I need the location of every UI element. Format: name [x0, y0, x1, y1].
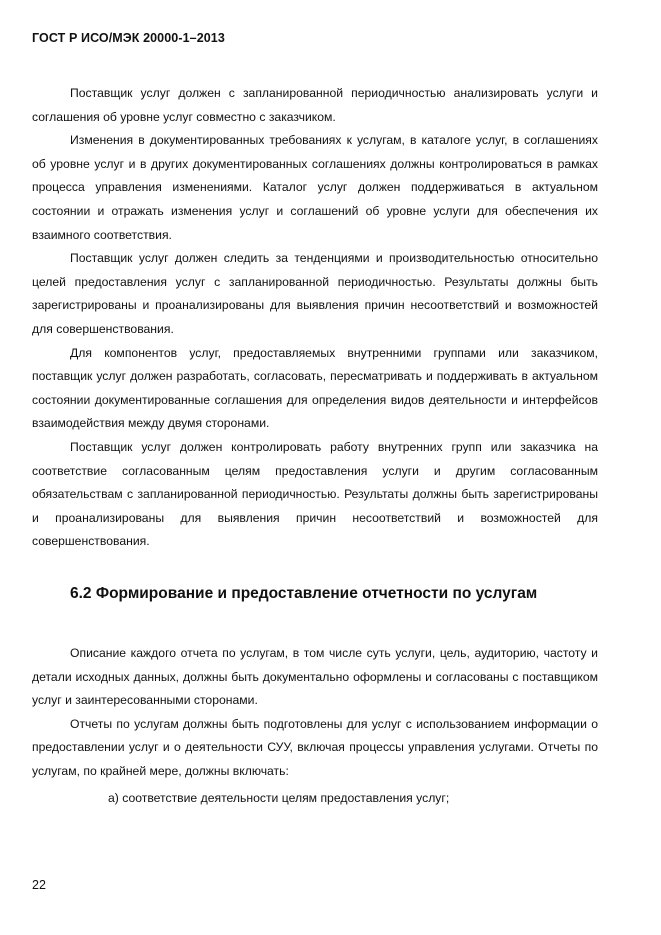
- page-number: 22: [32, 878, 46, 892]
- paragraph: Описание каждого отчета по услугам, в том числе суть услуги, цель, аудиторию, частоту и детали исходных данных, должны быть документально оформлены и согласованы с поставщиком услуг и заинтересованными сторонами.: [32, 646, 598, 708]
- document-header: ГОСТ Р ИСО/МЭК 20000-1–2013: [32, 31, 225, 45]
- section-heading: 6.2 Формирование и предоставление отчетности по услугам: [70, 585, 538, 602]
- section-body-text: [32, 642, 598, 784]
- paragraph: Изменения в документированных требованиях к услугам, в каталоге услуг, в соглашениях об уровне услуг и в других документированных соглашениях должны контролироваться в рамках процесса управления изменениями. Каталог услуг должен поддерживаться в актуальном состоянии и отражать изменения услуг и соглашений об уровне услуги для обеспечения их взаимного соответствия.: [32, 133, 598, 242]
- paragraph: Поставщик услуг должен контролировать работу внутренних групп или заказчика на соответствие согласованным целям предоставления услуги и другим согласованным обязательствам с запланированной периодичностью. Результаты должны быть зарегистрированы и проанализированы для выявления причин несоответствий и возможностей для совершенствования.: [32, 439, 598, 549]
- body-text: [32, 82, 598, 554]
- paragraph: Отчеты по услугам должны быть подготовлены для услуг с использованием информации о предоставлении услуг и о деятельности СУУ, включая процессы управления услугами. Отчеты по услугам, по крайней мере, должны включать:: [32, 716, 598, 778]
- paragraph: Для компонентов услуг, предоставляемых внутренними группами или заказчиком, поставщик услуг должен разработать, согласовать, пересматривать и поддерживать в актуальном состоянии документированные соглашения для определения видов деятельности и интерфейсов взаимодействия между двумя сторонами.: [32, 345, 598, 431]
- paragraph: Поставщик услуг должен следить за тенденциями и производительностью относительно целей предоставления услуг с запланированной периодичностью. Результаты должны быть зарегистрированы и проанализированы для выявления причин несоответствий и возможностей для совершенствования.: [32, 251, 598, 336]
- paragraph: Поставщик услуг должен с запланированной периодичностью анализировать услуги и соглашения об уровне услуг совместно с заказчиком.: [32, 86, 598, 124]
- list-item: а) соответствие деятельности целям предоставления услуг;: [108, 791, 450, 805]
